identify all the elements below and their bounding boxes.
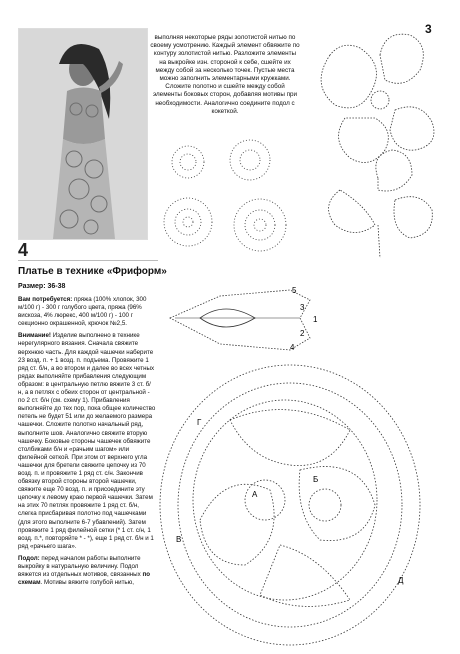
row-mark-5: 5 <box>292 286 297 295</box>
motif-letter-b: Б <box>313 475 319 484</box>
pattern-title: Платье в технике «Фриформ» <box>18 266 167 277</box>
row-marks <box>290 286 318 352</box>
motif-letter-d: Д <box>398 576 404 585</box>
trefoil-motif-diagram <box>329 150 433 258</box>
hem-label: Подол: <box>18 554 40 562</box>
row-mark-4: 4 <box>290 343 295 352</box>
row-mark-2: 2 <box>300 329 305 338</box>
hem-text: перед началом работы выполните выкройку в натуральную величину. Подол вяжется из отдельных мотивов, связанных <box>18 554 143 579</box>
motif-letters <box>176 418 404 585</box>
cup-schema-1 <box>170 290 310 350</box>
motif-letter-a: А <box>252 490 258 499</box>
hem-bold: по схемам <box>18 571 150 587</box>
motif-letter-g: Г <box>197 418 202 427</box>
motif-letter-v: В <box>176 535 182 544</box>
hem-tail: . Мотивы вяжите голубой нитью, <box>40 579 134 587</box>
large-round-motif <box>160 365 420 645</box>
materials-label: Вам потребуется: <box>18 296 73 303</box>
flower-motif-diagram <box>321 34 434 162</box>
row-mark-1: 1 <box>313 315 318 324</box>
attention-text: Изделие выполнено в технике нерегулярного вязания. Сначала свяжите верхнюю часть. Для каждой чашечки наберите 23 возд. п. + 1 возд. п. подъема. Провяжите 1 ряд ст. б/н, а во втором и далее во всех четных рядах выполняйте прибавления следующим образом: в центральную петлю вяжите 3 ст. б/н, а в петлях с обеих сторон от центральной - по 2 ст. б/н (см. схему 1). Прибавления выполняйте до тех пор, пока общее количество петель не будет 51 или до желаемого размера чашечки. Сложите полотно начальный ряд, выполните шов. Аналогично свяжите вторую чашечку. Боковые стороны чашечек обвяжите столбиками б/н и «рачьим шагом» или филейной сеткой. При этом от верхнего угла чашечки для бретели свяжите цепочку из 70 возд. п. и провяжите 1 ряд ст. с/н. Закончив обвязку второй стороны второй чашечки, свяжите еще 70 возд. п. и присоедините эту цепочку к левому краю первой чашечки. Затем на этих 70 петлях провяжите 1 ряд ст. б/н, слегка присбаривая полотно под чашечками (для этого выполните 6-7 убавлений). Затем провяжите 1 ряд филейной сетки (* 1 ст. с/н, 1 возд. п.*, повторяйте * - *), еще 1 ряд ст. б/н и 1 ряд «рачьего шага». <box>18 332 156 550</box>
intro-paragraph: выполняя некоторые ряды золотистой нитью по своему усмотрению. Каждый элемент обвяжите по контуру золотистой нитью. Разложите элементы на выкройке изн. стороной к себе, сшейте их между собой за несколько точек. Пустые места можно заполнить элементарными кружками. Сложите полотно и сшейте между собой элементы боковых сторон, добавляя мотивы при необходимости. Аналогично соедините подол с кокеткой. <box>150 34 300 115</box>
small-round-motifs <box>164 140 286 251</box>
materials-text: пряжа (100% хлопок, 300 м/100 г) - 300 г голубого цвета, пряжа (96% вискоза, 4% люрекс, 400 м/100 г) - 100 г секционно окрашенной, крючок №2,5. <box>18 296 147 328</box>
page-number: 3 <box>425 22 432 36</box>
item-number: 4 <box>18 240 29 260</box>
size-label: Размер: 36-38 <box>18 283 66 290</box>
attention-label: Внимание! <box>18 332 51 340</box>
row-mark-3: 3 <box>300 303 305 312</box>
